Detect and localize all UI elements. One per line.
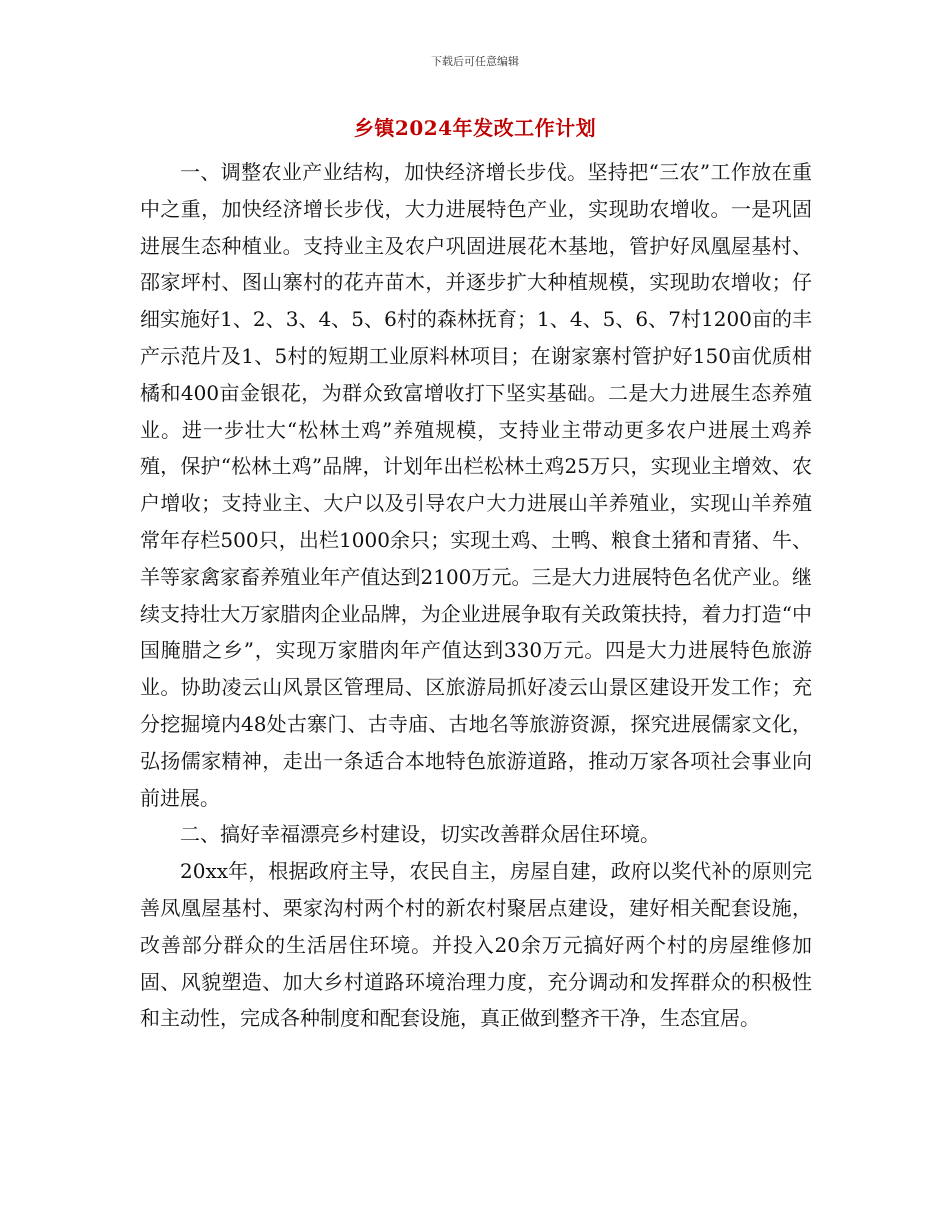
- paragraph-rural-construction-heading: 二、搞好幸福漂亮乡村建设，切实改善群众居住环境。: [180, 822, 660, 847]
- document-body: [140, 154, 812, 1037]
- page-header-note: 下载后可任意编辑: [431, 55, 519, 68]
- paragraph-rural-construction-detail: 20xx年，根据政府主导，农民自主，房屋自建，政府以奖代补的原则完善凤凰屋基村、栗家沟村两个村的新农村聚居点建设，建好相关配套设施，改善部分群众的生活居住环境。并投入20余万元搞好两个村的房屋维修加固、风貌塑造、加大乡村道路环境治理力度，充分调动和发挥群众的积极性和主动性，完成各种制度和配套设施，真正做到整齐干净，生态宜居。: [140, 859, 812, 1031]
- document-title: 乡镇2024年发改工作计划: [353, 116, 597, 140]
- paragraph-industry-structure: 一、调整农业产业结构，加快经济增长步伐。坚持把“三农”工作放在重中之重，加快经济增长步伐，大力进展特色产业，实现助农增收。一是巩固进展生态种植业。支持业主及农户巩固进展花木基地，管护好凤凰屋基村、邵家坪村、图山寨村的花卉苗木，并逐步扩大种植规模，实现助农增收；仔细实施好1、2、3、4、5、6村的森林抚育；1、4、5、6、7村1200亩的丰产示范片及1、5村的短期工业原料林项目；在谢家寨村管护好150亩优质柑橘和400亩金银花，为群众致富增收打下坚实基础。二是大力进展生态养殖业。进一步壮大“松林土鸡”养殖规模，支持业主带动更多农户进展土鸡养殖，保护“松林土鸡”品牌，计划年出栏松林土鸡25万只，实现业主增效、农户增收；支持业主、大户以及引导农户大力进展山羊养殖业，实现山羊养殖常年存栏500只，出栏1000余只；实现土鸡、土鸭、粮食土猪和青猪、牛、羊等家禽家畜养殖业年产值达到2100万元。三是大力进展特色名优产业。继续支持壮大万家腊肉企业品牌，为企业进展争取有关政策扶持，着力打造“中国腌腊之乡”，实现万家腊肉年产值达到330万元。四是大力进展特色旅游业。协助凌云山风景区管理局、区旅游局抓好凌云山景区建设开发工作；充分挖掘境内48处古寨门、古寺庙、古地名等旅游资源，探究进展儒家文化，弘扬儒家精神，走出一条适合本地特色旅游道路，推动万家各项社会事业向前进展。: [140, 160, 812, 810]
